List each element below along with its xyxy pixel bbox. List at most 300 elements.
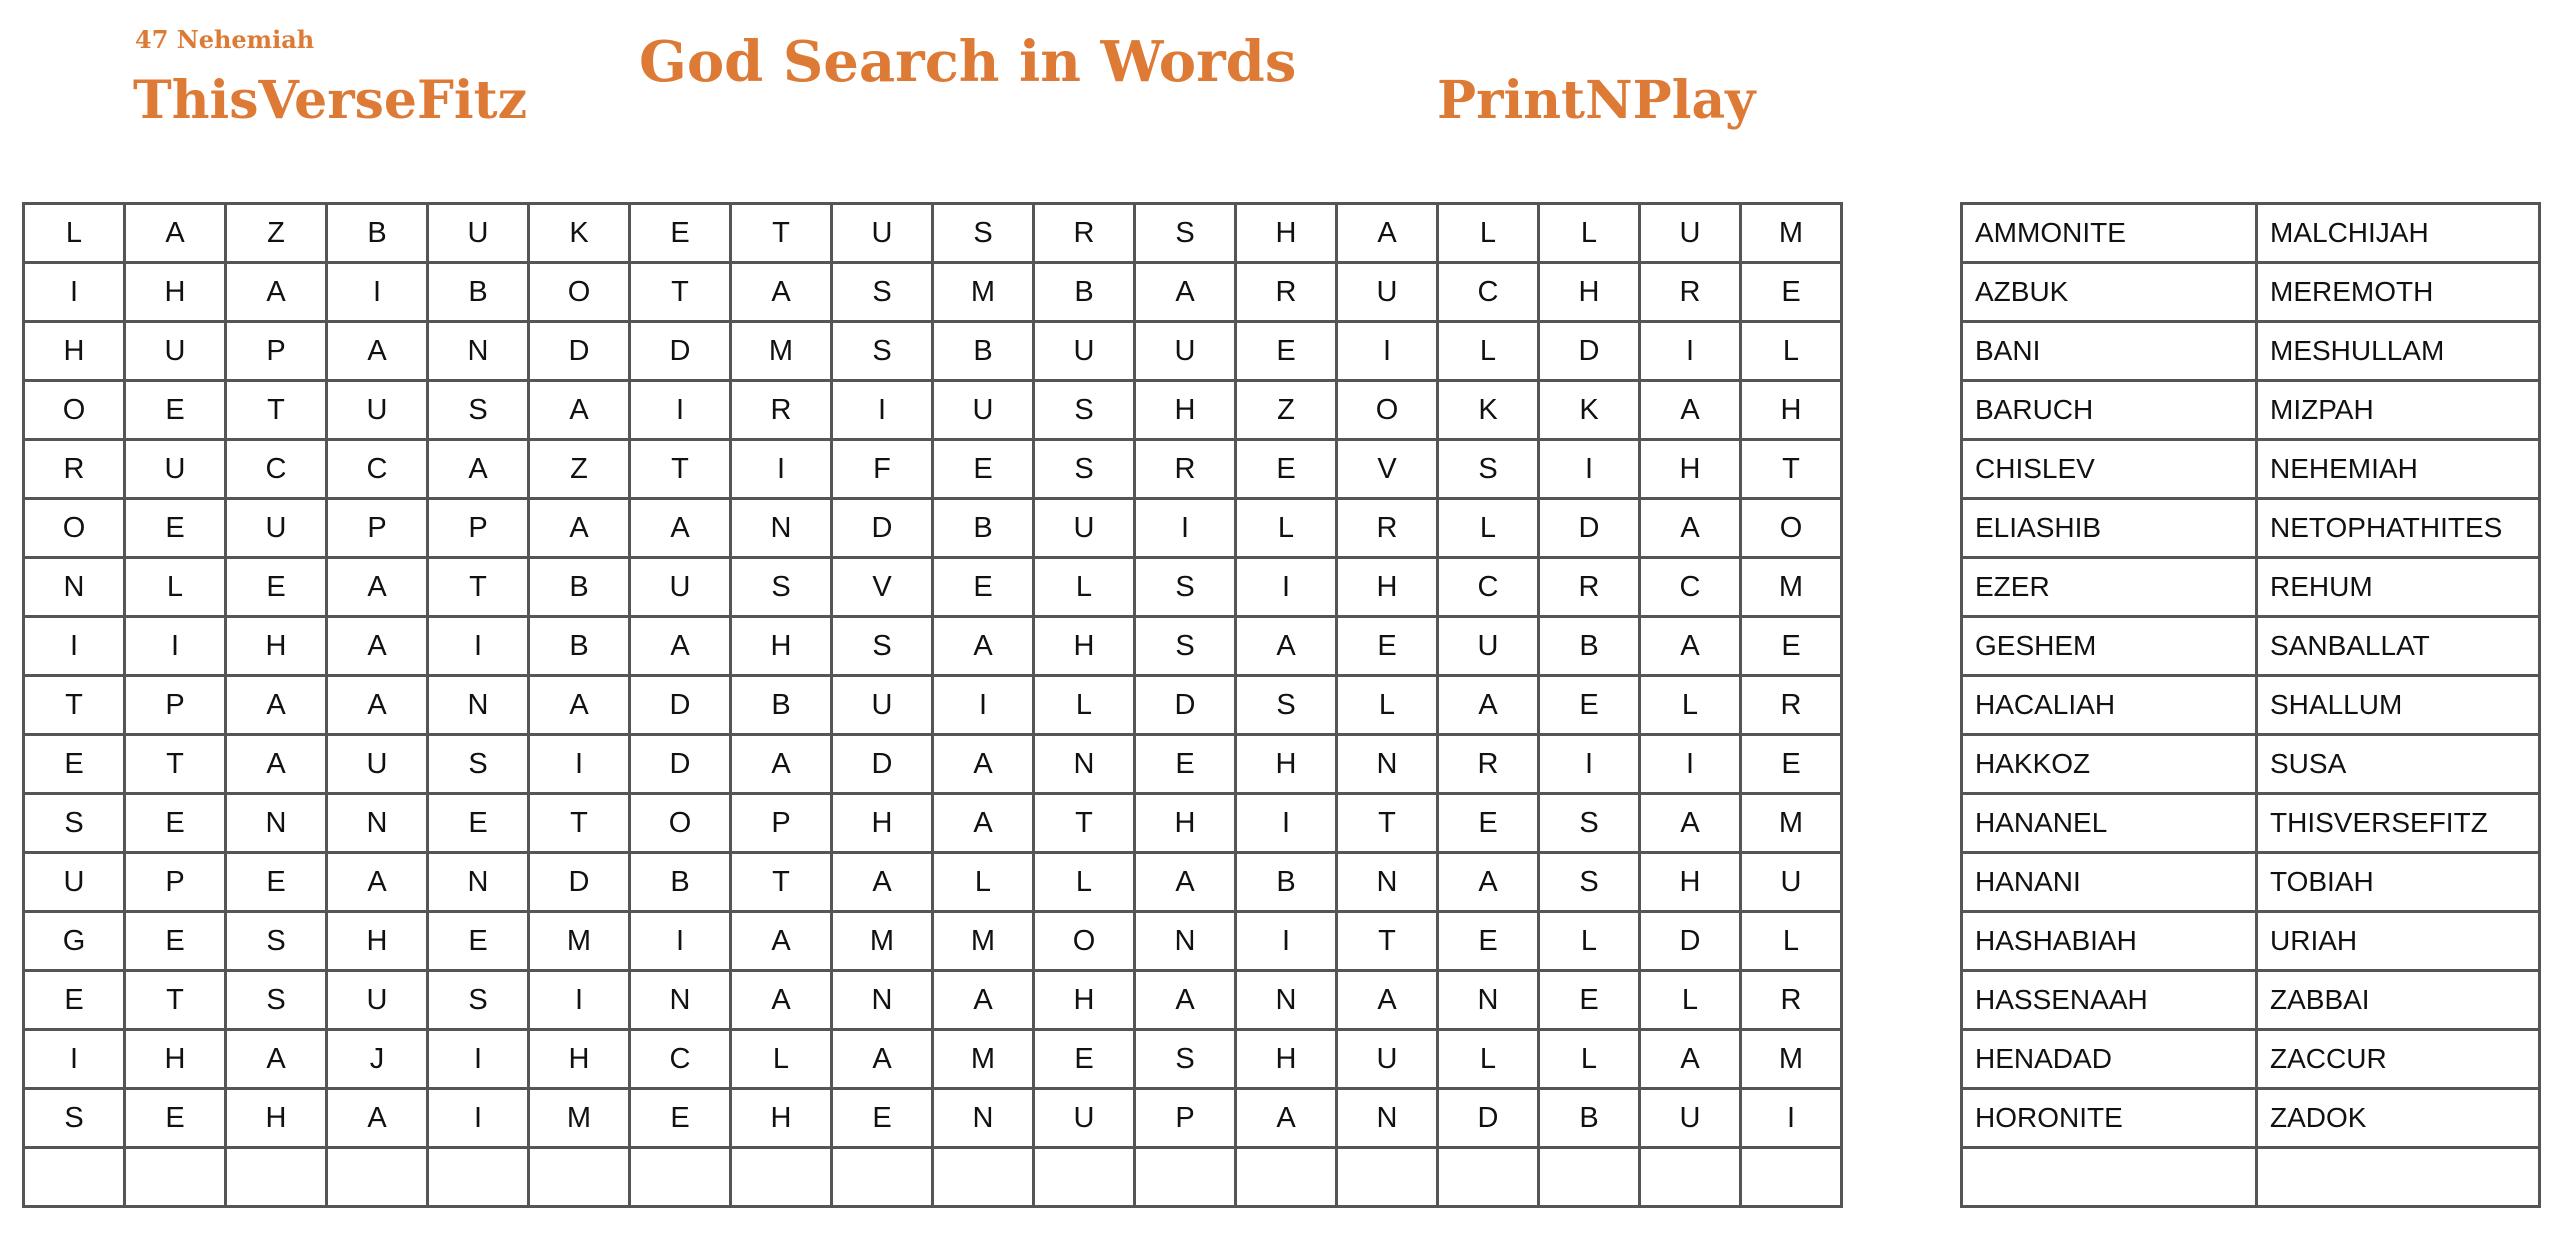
grid-cell[interactable] bbox=[529, 1148, 630, 1207]
grid-cell[interactable] bbox=[125, 1148, 226, 1207]
grid-cell[interactable] bbox=[1438, 1148, 1539, 1207]
grid-cell[interactable]: M bbox=[1741, 794, 1842, 853]
grid-cell[interactable]: N bbox=[1034, 735, 1135, 794]
grid-cell[interactable]: H bbox=[1640, 440, 1741, 499]
grid-cell[interactable]: I bbox=[630, 381, 731, 440]
grid-cell[interactable]: Z bbox=[529, 440, 630, 499]
grid-cell[interactable]: C bbox=[1438, 558, 1539, 617]
grid-cell[interactable]: N bbox=[1337, 735, 1438, 794]
grid-cell[interactable] bbox=[24, 1148, 125, 1207]
grid-cell[interactable]: L bbox=[1438, 204, 1539, 263]
grid-cell[interactable]: O bbox=[529, 263, 630, 322]
grid-cell[interactable]: B bbox=[1539, 1089, 1640, 1148]
grid-cell[interactable]: I bbox=[529, 735, 630, 794]
grid-cell[interactable]: P bbox=[226, 322, 327, 381]
grid-cell[interactable]: H bbox=[125, 263, 226, 322]
grid-cell[interactable]: A bbox=[1236, 617, 1337, 676]
grid-cell[interactable]: H bbox=[1135, 794, 1236, 853]
grid-cell[interactable]: A bbox=[1236, 1089, 1337, 1148]
grid-cell[interactable]: E bbox=[125, 1089, 226, 1148]
grid-cell[interactable]: E bbox=[1236, 322, 1337, 381]
grid-cell[interactable]: R bbox=[1135, 440, 1236, 499]
grid-cell[interactable] bbox=[731, 1148, 832, 1207]
grid-cell[interactable]: A bbox=[1135, 971, 1236, 1030]
grid-cell[interactable]: S bbox=[1539, 794, 1640, 853]
grid-cell[interactable]: R bbox=[1741, 971, 1842, 1030]
grid-cell[interactable]: S bbox=[1135, 1030, 1236, 1089]
grid-cell[interactable]: A bbox=[226, 735, 327, 794]
grid-cell[interactable]: D bbox=[1539, 499, 1640, 558]
grid-cell[interactable]: S bbox=[933, 204, 1034, 263]
grid-cell[interactable]: A bbox=[731, 735, 832, 794]
grid-cell[interactable]: T bbox=[1034, 794, 1135, 853]
grid-cell[interactable]: I bbox=[1135, 499, 1236, 558]
grid-cell[interactable]: I bbox=[1640, 322, 1741, 381]
grid-cell[interactable]: E bbox=[24, 735, 125, 794]
grid-cell[interactable]: A bbox=[1640, 499, 1741, 558]
grid-cell[interactable]: U bbox=[1337, 263, 1438, 322]
grid-cell[interactable]: S bbox=[1135, 204, 1236, 263]
grid-cell[interactable]: I bbox=[1236, 794, 1337, 853]
grid-cell[interactable]: H bbox=[327, 912, 428, 971]
grid-cell[interactable]: C bbox=[1438, 263, 1539, 322]
grid-cell[interactable]: E bbox=[125, 912, 226, 971]
grid-cell[interactable]: M bbox=[933, 1030, 1034, 1089]
grid-cell[interactable]: D bbox=[630, 676, 731, 735]
grid-cell[interactable]: T bbox=[125, 735, 226, 794]
grid-cell[interactable]: I bbox=[428, 1030, 529, 1089]
grid-cell[interactable]: M bbox=[1741, 558, 1842, 617]
grid-cell[interactable]: U bbox=[1640, 1089, 1741, 1148]
grid-cell[interactable]: H bbox=[731, 617, 832, 676]
grid-cell[interactable]: D bbox=[1135, 676, 1236, 735]
grid-cell[interactable]: S bbox=[1135, 617, 1236, 676]
grid-cell[interactable]: H bbox=[1539, 263, 1640, 322]
grid-cell[interactable]: P bbox=[428, 499, 529, 558]
grid-cell[interactable]: P bbox=[327, 499, 428, 558]
grid-cell[interactable]: M bbox=[933, 263, 1034, 322]
grid-cell[interactable]: L bbox=[1236, 499, 1337, 558]
grid-cell[interactable]: B bbox=[933, 499, 1034, 558]
grid-cell[interactable]: L bbox=[1640, 971, 1741, 1030]
grid-cell[interactable]: N bbox=[933, 1089, 1034, 1148]
grid-cell[interactable]: T bbox=[529, 794, 630, 853]
grid-cell[interactable]: N bbox=[428, 676, 529, 735]
grid-cell[interactable]: D bbox=[1539, 322, 1640, 381]
grid-cell[interactable]: H bbox=[1034, 617, 1135, 676]
grid-cell[interactable]: T bbox=[428, 558, 529, 617]
grid-cell[interactable]: A bbox=[1438, 853, 1539, 912]
grid-cell[interactable]: U bbox=[1034, 322, 1135, 381]
grid-cell[interactable]: N bbox=[630, 971, 731, 1030]
grid-cell[interactable]: A bbox=[327, 558, 428, 617]
grid-cell[interactable]: E bbox=[226, 853, 327, 912]
grid-cell[interactable]: L bbox=[1337, 676, 1438, 735]
grid-cell[interactable]: L bbox=[1034, 853, 1135, 912]
grid-cell[interactable]: E bbox=[125, 794, 226, 853]
grid-cell[interactable]: A bbox=[832, 1030, 933, 1089]
grid-cell[interactable]: E bbox=[125, 381, 226, 440]
grid-cell[interactable]: A bbox=[1135, 853, 1236, 912]
grid-cell[interactable]: A bbox=[1640, 1030, 1741, 1089]
grid-cell[interactable]: E bbox=[1539, 971, 1640, 1030]
grid-cell[interactable]: I bbox=[125, 617, 226, 676]
grid-cell[interactable]: N bbox=[1337, 1089, 1438, 1148]
grid-cell[interactable]: E bbox=[1741, 617, 1842, 676]
grid-cell[interactable]: A bbox=[226, 1030, 327, 1089]
grid-cell[interactable]: I bbox=[1337, 322, 1438, 381]
grid-cell[interactable]: M bbox=[1741, 1030, 1842, 1089]
grid-cell[interactable] bbox=[1236, 1148, 1337, 1207]
grid-cell[interactable]: I bbox=[327, 263, 428, 322]
grid-cell[interactable]: H bbox=[1236, 1030, 1337, 1089]
grid-cell[interactable]: A bbox=[933, 971, 1034, 1030]
grid-cell[interactable]: E bbox=[1539, 676, 1640, 735]
grid-cell[interactable]: H bbox=[832, 794, 933, 853]
grid-cell[interactable]: E bbox=[832, 1089, 933, 1148]
grid-cell[interactable]: A bbox=[327, 1089, 428, 1148]
grid-cell[interactable]: H bbox=[125, 1030, 226, 1089]
grid-cell[interactable]: M bbox=[529, 912, 630, 971]
grid-cell[interactable]: H bbox=[1337, 558, 1438, 617]
grid-cell[interactable]: B bbox=[327, 204, 428, 263]
grid-cell[interactable]: L bbox=[125, 558, 226, 617]
grid-cell[interactable]: V bbox=[1337, 440, 1438, 499]
grid-cell[interactable] bbox=[1741, 1148, 1842, 1207]
grid-cell[interactable]: V bbox=[832, 558, 933, 617]
grid-cell[interactable]: R bbox=[1640, 263, 1741, 322]
grid-cell[interactable]: K bbox=[1539, 381, 1640, 440]
grid-cell[interactable]: S bbox=[731, 558, 832, 617]
grid-cell[interactable]: B bbox=[1034, 263, 1135, 322]
grid-cell[interactable]: A bbox=[832, 853, 933, 912]
grid-cell[interactable]: S bbox=[1135, 558, 1236, 617]
grid-cell[interactable]: D bbox=[1438, 1089, 1539, 1148]
grid-cell[interactable]: E bbox=[1741, 263, 1842, 322]
grid-cell[interactable]: O bbox=[1034, 912, 1135, 971]
grid-cell[interactable]: P bbox=[1135, 1089, 1236, 1148]
grid-cell[interactable]: A bbox=[630, 617, 731, 676]
grid-cell[interactable]: H bbox=[731, 1089, 832, 1148]
grid-cell[interactable]: U bbox=[428, 204, 529, 263]
grid-cell[interactable]: M bbox=[529, 1089, 630, 1148]
grid-cell[interactable]: R bbox=[1236, 263, 1337, 322]
grid-cell[interactable]: N bbox=[1337, 853, 1438, 912]
grid-cell[interactable]: S bbox=[1236, 676, 1337, 735]
grid-cell[interactable]: U bbox=[933, 381, 1034, 440]
grid-cell[interactable]: L bbox=[1640, 676, 1741, 735]
grid-cell[interactable]: I bbox=[428, 617, 529, 676]
grid-cell[interactable]: L bbox=[1034, 558, 1135, 617]
grid-cell[interactable]: T bbox=[226, 381, 327, 440]
grid-cell[interactable]: I bbox=[24, 1030, 125, 1089]
grid-cell[interactable]: B bbox=[630, 853, 731, 912]
grid-cell[interactable]: N bbox=[24, 558, 125, 617]
grid-cell[interactable] bbox=[832, 1148, 933, 1207]
grid-cell[interactable]: A bbox=[226, 676, 327, 735]
grid-cell[interactable]: T bbox=[630, 440, 731, 499]
grid-cell[interactable]: M bbox=[832, 912, 933, 971]
grid-cell[interactable]: I bbox=[1539, 440, 1640, 499]
grid-cell[interactable]: A bbox=[529, 676, 630, 735]
grid-cell[interactable]: H bbox=[24, 322, 125, 381]
grid-cell[interactable]: N bbox=[731, 499, 832, 558]
grid-cell[interactable]: Z bbox=[1236, 381, 1337, 440]
grid-cell[interactable]: M bbox=[933, 912, 1034, 971]
grid-cell[interactable]: D bbox=[529, 322, 630, 381]
grid-cell[interactable]: U bbox=[1438, 617, 1539, 676]
grid-cell[interactable]: U bbox=[226, 499, 327, 558]
grid-cell[interactable]: U bbox=[1337, 1030, 1438, 1089]
grid-cell[interactable]: D bbox=[832, 499, 933, 558]
grid-cell[interactable]: R bbox=[1741, 676, 1842, 735]
grid-cell[interactable]: B bbox=[731, 676, 832, 735]
grid-cell[interactable]: N bbox=[1438, 971, 1539, 1030]
grid-cell[interactable]: B bbox=[1236, 853, 1337, 912]
grid-cell[interactable]: I bbox=[1236, 912, 1337, 971]
grid-cell[interactable]: E bbox=[933, 558, 1034, 617]
grid-cell[interactable]: U bbox=[832, 676, 933, 735]
grid-cell[interactable]: T bbox=[1337, 912, 1438, 971]
grid-cell[interactable]: I bbox=[1741, 1089, 1842, 1148]
grid-cell[interactable]: I bbox=[933, 676, 1034, 735]
grid-cell[interactable]: E bbox=[1337, 617, 1438, 676]
grid-cell[interactable]: A bbox=[327, 617, 428, 676]
grid-cell[interactable]: O bbox=[630, 794, 731, 853]
grid-cell[interactable]: J bbox=[327, 1030, 428, 1089]
grid-cell[interactable]: L bbox=[1741, 322, 1842, 381]
grid-cell[interactable]: E bbox=[630, 204, 731, 263]
grid-cell[interactable]: N bbox=[1236, 971, 1337, 1030]
grid-cell[interactable]: A bbox=[1438, 676, 1539, 735]
grid-cell[interactable]: H bbox=[226, 1089, 327, 1148]
grid-cell[interactable]: I bbox=[428, 1089, 529, 1148]
grid-cell[interactable]: T bbox=[125, 971, 226, 1030]
grid-cell[interactable]: T bbox=[630, 263, 731, 322]
grid-cell[interactable]: H bbox=[1640, 853, 1741, 912]
grid-cell[interactable]: B bbox=[529, 558, 630, 617]
grid-cell[interactable]: D bbox=[1640, 912, 1741, 971]
grid-cell[interactable]: E bbox=[1438, 912, 1539, 971]
grid-cell[interactable]: G bbox=[24, 912, 125, 971]
grid-cell[interactable]: S bbox=[24, 1089, 125, 1148]
grid-cell[interactable]: M bbox=[1741, 204, 1842, 263]
grid-cell[interactable]: A bbox=[529, 381, 630, 440]
grid-cell[interactable]: S bbox=[832, 617, 933, 676]
grid-cell[interactable]: L bbox=[1438, 1030, 1539, 1089]
grid-cell[interactable]: E bbox=[1741, 735, 1842, 794]
grid-cell[interactable]: R bbox=[24, 440, 125, 499]
grid-cell[interactable]: U bbox=[327, 735, 428, 794]
grid-cell[interactable]: S bbox=[428, 735, 529, 794]
grid-cell[interactable]: A bbox=[327, 676, 428, 735]
grid-cell[interactable]: S bbox=[428, 381, 529, 440]
grid-cell[interactable] bbox=[933, 1148, 1034, 1207]
grid-cell[interactable]: S bbox=[226, 912, 327, 971]
grid-cell[interactable]: U bbox=[630, 558, 731, 617]
grid-cell[interactable]: C bbox=[1640, 558, 1741, 617]
grid-cell[interactable]: T bbox=[24, 676, 125, 735]
grid-cell[interactable]: T bbox=[731, 204, 832, 263]
grid-cell[interactable]: I bbox=[1236, 558, 1337, 617]
grid-cell[interactable] bbox=[327, 1148, 428, 1207]
grid-cell[interactable]: L bbox=[1438, 499, 1539, 558]
grid-cell[interactable]: L bbox=[1539, 204, 1640, 263]
grid-cell[interactable]: E bbox=[1135, 735, 1236, 794]
grid-cell[interactable]: N bbox=[832, 971, 933, 1030]
grid-cell[interactable]: E bbox=[1236, 440, 1337, 499]
grid-cell[interactable]: A bbox=[428, 440, 529, 499]
grid-cell[interactable]: K bbox=[529, 204, 630, 263]
grid-cell[interactable]: E bbox=[1438, 794, 1539, 853]
grid-cell[interactable]: P bbox=[125, 853, 226, 912]
grid-cell[interactable]: P bbox=[125, 676, 226, 735]
grid-cell[interactable]: I bbox=[24, 617, 125, 676]
grid-cell[interactable]: T bbox=[1337, 794, 1438, 853]
grid-cell[interactable]: B bbox=[1539, 617, 1640, 676]
grid-cell[interactable]: H bbox=[1741, 381, 1842, 440]
grid-cell[interactable]: R bbox=[731, 381, 832, 440]
grid-cell[interactable]: A bbox=[933, 794, 1034, 853]
grid-cell[interactable]: R bbox=[1438, 735, 1539, 794]
grid-cell[interactable]: H bbox=[529, 1030, 630, 1089]
grid-cell[interactable] bbox=[630, 1148, 731, 1207]
grid-cell[interactable]: L bbox=[24, 204, 125, 263]
grid-cell[interactable]: D bbox=[630, 322, 731, 381]
grid-cell[interactable]: I bbox=[1640, 735, 1741, 794]
grid-cell[interactable]: B bbox=[428, 263, 529, 322]
grid-cell[interactable] bbox=[1539, 1148, 1640, 1207]
grid-cell[interactable]: A bbox=[327, 322, 428, 381]
grid-cell[interactable]: I bbox=[529, 971, 630, 1030]
grid-cell[interactable]: N bbox=[226, 794, 327, 853]
grid-cell[interactable]: S bbox=[1034, 440, 1135, 499]
grid-cell[interactable]: S bbox=[24, 794, 125, 853]
grid-cell[interactable]: I bbox=[832, 381, 933, 440]
grid-cell[interactable]: L bbox=[1741, 912, 1842, 971]
grid-cell[interactable] bbox=[1640, 1148, 1741, 1207]
grid-cell[interactable]: I bbox=[731, 440, 832, 499]
grid-cell[interactable] bbox=[1034, 1148, 1135, 1207]
grid-cell[interactable]: S bbox=[832, 322, 933, 381]
grid-cell[interactable]: L bbox=[1034, 676, 1135, 735]
grid-cell[interactable]: A bbox=[731, 971, 832, 1030]
grid-cell[interactable]: S bbox=[1539, 853, 1640, 912]
grid-cell[interactable]: S bbox=[1034, 381, 1135, 440]
grid-cell[interactable]: L bbox=[1539, 1030, 1640, 1089]
grid-cell[interactable]: I bbox=[24, 263, 125, 322]
grid-cell[interactable]: A bbox=[731, 912, 832, 971]
grid-cell[interactable]: L bbox=[731, 1030, 832, 1089]
grid-cell[interactable]: A bbox=[731, 263, 832, 322]
grid-cell[interactable]: C bbox=[226, 440, 327, 499]
grid-cell[interactable]: S bbox=[1438, 440, 1539, 499]
grid-cell[interactable] bbox=[1135, 1148, 1236, 1207]
grid-cell[interactable]: A bbox=[327, 853, 428, 912]
grid-cell[interactable]: C bbox=[630, 1030, 731, 1089]
grid-cell[interactable]: R bbox=[1034, 204, 1135, 263]
grid-cell[interactable]: O bbox=[1741, 499, 1842, 558]
grid-cell[interactable]: N bbox=[428, 322, 529, 381]
grid-cell[interactable]: E bbox=[125, 499, 226, 558]
grid-cell[interactable]: O bbox=[24, 499, 125, 558]
grid-cell[interactable]: E bbox=[933, 440, 1034, 499]
grid-cell[interactable]: N bbox=[428, 853, 529, 912]
grid-cell[interactable]: O bbox=[24, 381, 125, 440]
grid-cell[interactable]: H bbox=[1236, 735, 1337, 794]
grid-cell[interactable]: H bbox=[1034, 971, 1135, 1030]
grid-cell[interactable]: U bbox=[1135, 322, 1236, 381]
grid-cell[interactable]: E bbox=[428, 794, 529, 853]
grid-cell[interactable] bbox=[226, 1148, 327, 1207]
grid-cell[interactable]: E bbox=[24, 971, 125, 1030]
grid-cell[interactable]: U bbox=[327, 971, 428, 1030]
grid-cell[interactable]: T bbox=[731, 853, 832, 912]
grid-cell[interactable]: I bbox=[1539, 735, 1640, 794]
grid-cell[interactable]: A bbox=[1337, 971, 1438, 1030]
grid-cell[interactable]: T bbox=[1741, 440, 1842, 499]
grid-cell[interactable]: A bbox=[1640, 794, 1741, 853]
grid-cell[interactable]: L bbox=[1438, 322, 1539, 381]
grid-cell[interactable]: S bbox=[226, 971, 327, 1030]
grid-cell[interactable]: E bbox=[630, 1089, 731, 1148]
grid-cell[interactable]: A bbox=[226, 263, 327, 322]
grid-cell[interactable] bbox=[428, 1148, 529, 1207]
grid-cell[interactable]: R bbox=[1539, 558, 1640, 617]
grid-cell[interactable]: A bbox=[933, 617, 1034, 676]
grid-cell[interactable]: L bbox=[933, 853, 1034, 912]
grid-cell[interactable]: H bbox=[226, 617, 327, 676]
grid-cell[interactable]: P bbox=[731, 794, 832, 853]
grid-cell[interactable]: M bbox=[731, 322, 832, 381]
grid-cell[interactable] bbox=[1337, 1148, 1438, 1207]
grid-cell[interactable]: H bbox=[1135, 381, 1236, 440]
grid-cell[interactable]: U bbox=[1034, 499, 1135, 558]
grid-cell[interactable]: U bbox=[1034, 1089, 1135, 1148]
grid-cell[interactable]: K bbox=[1438, 381, 1539, 440]
grid-cell[interactable]: N bbox=[1135, 912, 1236, 971]
grid-cell[interactable]: A bbox=[529, 499, 630, 558]
grid-cell[interactable]: F bbox=[832, 440, 933, 499]
grid-cell[interactable]: E bbox=[1034, 1030, 1135, 1089]
grid-cell[interactable]: A bbox=[1640, 381, 1741, 440]
grid-cell[interactable]: B bbox=[933, 322, 1034, 381]
grid-cell[interactable]: N bbox=[327, 794, 428, 853]
grid-cell[interactable]: S bbox=[832, 263, 933, 322]
grid-cell[interactable]: U bbox=[1741, 853, 1842, 912]
grid-cell[interactable]: A bbox=[630, 499, 731, 558]
grid-cell[interactable]: L bbox=[1539, 912, 1640, 971]
grid-cell[interactable]: R bbox=[1337, 499, 1438, 558]
grid-cell[interactable]: U bbox=[832, 204, 933, 263]
grid-cell[interactable]: A bbox=[1640, 617, 1741, 676]
grid-cell[interactable]: Z bbox=[226, 204, 327, 263]
grid-cell[interactable]: U bbox=[125, 322, 226, 381]
grid-cell[interactable]: C bbox=[327, 440, 428, 499]
grid-cell[interactable]: U bbox=[125, 440, 226, 499]
grid-cell[interactable]: A bbox=[933, 735, 1034, 794]
grid-cell[interactable]: A bbox=[1337, 204, 1438, 263]
grid-cell[interactable]: E bbox=[428, 912, 529, 971]
grid-cell[interactable]: A bbox=[125, 204, 226, 263]
grid-cell[interactable]: O bbox=[1337, 381, 1438, 440]
grid-cell[interactable]: D bbox=[529, 853, 630, 912]
grid-cell[interactable]: D bbox=[832, 735, 933, 794]
grid-cell[interactable]: U bbox=[1640, 204, 1741, 263]
grid-cell[interactable]: A bbox=[1135, 263, 1236, 322]
grid-cell[interactable]: I bbox=[630, 912, 731, 971]
grid-cell[interactable]: S bbox=[428, 971, 529, 1030]
